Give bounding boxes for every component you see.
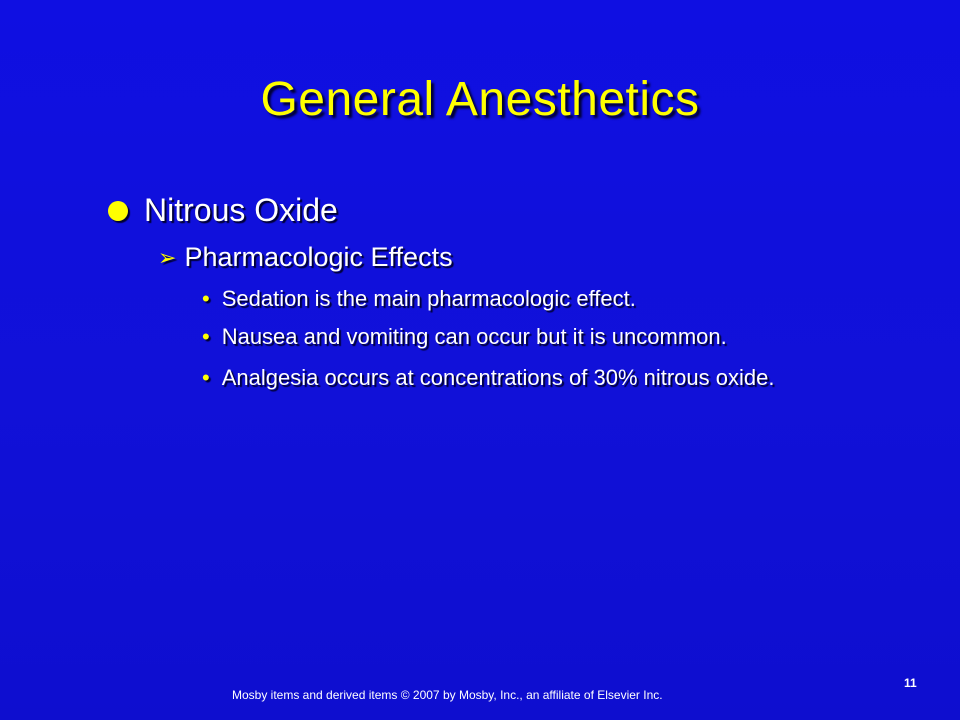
filled-circle-bullet-icon (108, 201, 128, 221)
page-number: 11 (904, 676, 917, 690)
arrow-bullet-icon: ➢ (158, 245, 177, 270)
copyright-footer: Mosby items and derived items © 2007 by Mosby, Inc., an affiliate of Elsevier Inc. (232, 688, 663, 702)
bullet-level3 (202, 364, 842, 391)
bullet-level3-text: Sedation is the main pharmacologic effect. (221, 286, 636, 311)
bullet-level2-text: Pharmacologic Effects (184, 242, 453, 272)
bullet-level3-text: Nausea and vomiting can occur but it is uncommon. (221, 324, 727, 349)
dot-bullet-icon: • (202, 365, 210, 390)
bullet-level1-text: Nitrous Oxide (144, 192, 338, 228)
dot-bullet-icon: • (202, 286, 210, 311)
bullet-level3-text: Analgesia occurs at concentrations of 30% nitrous oxide. (221, 365, 775, 390)
bullet-level3 (202, 285, 636, 313)
bullet-level2 (158, 240, 453, 275)
bullet-level1 (108, 190, 338, 230)
dot-bullet-icon: • (202, 324, 210, 349)
slide-title: General Anesthetics (260, 73, 700, 126)
bullet-level3 (202, 323, 727, 351)
